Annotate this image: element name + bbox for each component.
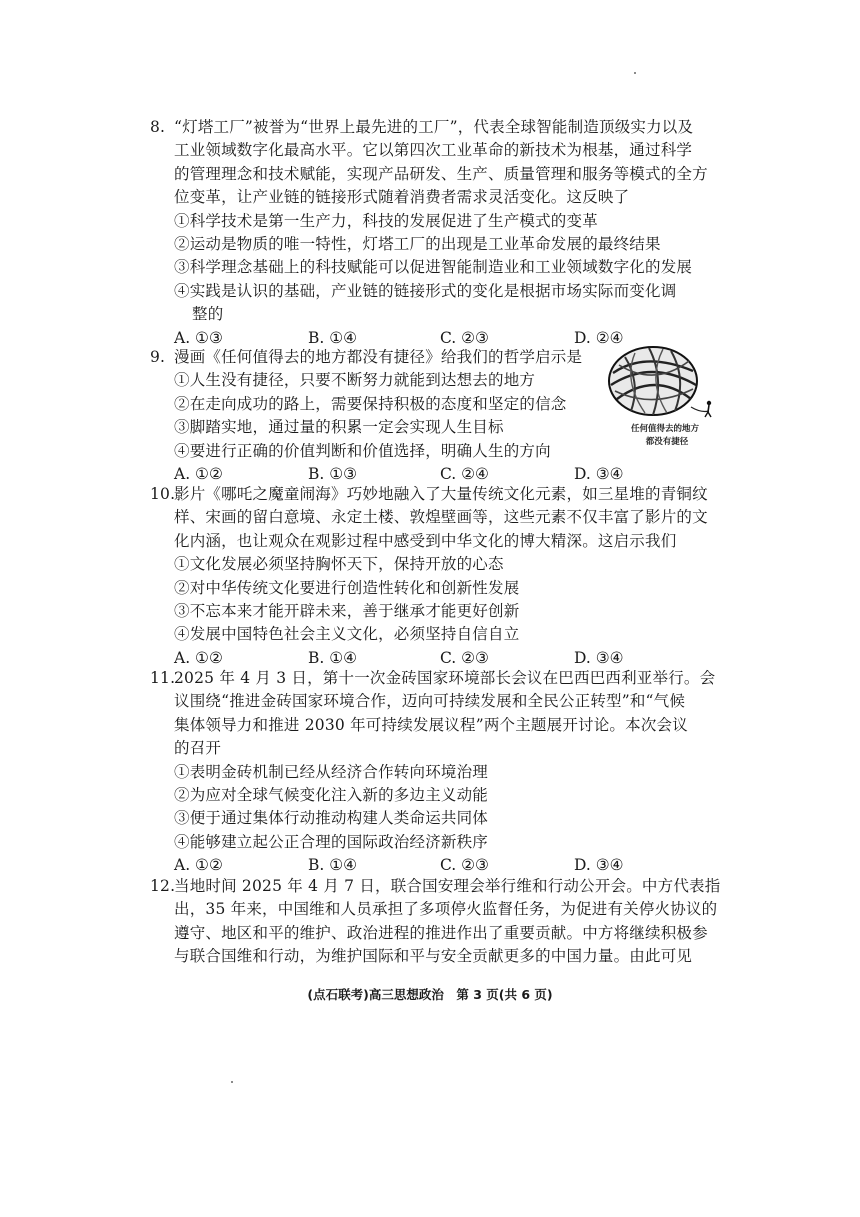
option-c: C. ②④ [440, 464, 489, 483]
option-a: A. ①③ [174, 328, 223, 347]
statement-item: ②运动是物质的唯一特性，灯塔工厂的出现是工业革命发展的最终结果 [174, 234, 661, 253]
question-number: 9. [150, 348, 166, 366]
question-stem-line: 11.2025 年 4 月 3 日，第十一次金砖国家环境部长会议在巴西巴西利亚举行。会 [150, 667, 722, 690]
question-stem-line: 工业领域数字化最高水平。它以第四次工业革命的新技术为根基，通过科学 [174, 141, 693, 160]
question-12 [150, 875, 722, 969]
cartoon-yarn-ball-image [605, 343, 720, 453]
statement-item: ④能够建立起公正合理的国际政治经济新秩序 [174, 832, 489, 851]
statement-item: ①科学技术是第一生产力，科技的发展促进了生产模式的变革 [174, 211, 598, 230]
statement-item: ①人生没有捷径，只要不断努力就能到达想去的地方 [174, 371, 536, 390]
statement-item: ②为应对全球气候变化注入新的多边主义动能 [174, 785, 489, 804]
question-stem-line: 议围绕“推进金砖国家环境合作，迈向可持续发展和全民公正转型”和“气候 [174, 692, 686, 711]
statement-item: ④实践是认识的基础，产业链的链接形式的变化是根据市场实际而变化调 [174, 281, 677, 300]
option-b: B. ①④ [308, 648, 358, 667]
walking-person-icon [691, 401, 711, 417]
question-stem-line: 与联合国维和行动，为维护国际和平与安全贡献更多的中国力量。由此可见 [174, 947, 693, 966]
statement-item: ④发展中国特色社会主义文化，必须坚持自信自立 [174, 625, 520, 644]
statement-item: ①文化发展必须坚持胸怀天下，保持开放的心态 [174, 555, 504, 574]
option-d: D. ③④ [574, 648, 624, 667]
question-stem-line: 化内涵，也让观众在观影过程中感受到中华文化的博大精深。这启示我们 [174, 531, 677, 550]
question-stem-line: 12.当地时间 2025 年 4 月 7 日，联合国安理会举行维和行动公开会。中方代表指 [150, 875, 722, 898]
statement-item: ③不忘本来才能开辟未来，善于继承才能更好创新 [174, 601, 520, 620]
scan-speck [231, 1081, 233, 1083]
scan-speck [634, 72, 636, 74]
question-10 [150, 483, 722, 670]
option-a: A. ①② [174, 648, 223, 667]
question-stem-line: 出，35 年来，中国维和人员承担了多项停火监督任务，为促进有关停火协议的 [174, 900, 718, 919]
statement-item: ②在走向成功的路上，需要保持积极的态度和坚定的信念 [174, 394, 567, 413]
option-b: B. ①④ [308, 328, 358, 347]
option-c: C. ②③ [440, 856, 489, 875]
question-stem-line: 10.影片《哪吒之魔童闹海》巧妙地融入了大量传统文化元素，如三星堆的青铜纹 [150, 483, 722, 506]
question-stem-line: 集体领导力和推进 2030 年可持续发展议程”两个主题展开讨论。本次会议 [174, 715, 688, 734]
question-stem-line: 8. “灯塔工厂”被誉为“世界上最先进的工厂”，代表全球智能制造顶级实力以及 [150, 116, 722, 139]
question-number: 11. [150, 669, 176, 687]
question-number: 12. [150, 877, 176, 895]
option-b: B. ①④ [308, 856, 358, 875]
question-stem-line: 的管理理念和技术赋能，实现产品研发、生产、质量管理和服务等模式的全方 [174, 164, 708, 183]
question-number: 8. [150, 118, 166, 136]
question-11 [150, 667, 722, 878]
question-8 [150, 116, 722, 350]
question-stem-line: 位变革，让产业链的链接形式随着消费者需求灵活变化。这反映了 [174, 188, 630, 207]
option-c: C. ②③ [440, 648, 489, 667]
option-a: A. ①② [174, 856, 223, 875]
cartoon-caption-line: 都没有捷径 [645, 437, 689, 447]
option-d: D. ②④ [574, 328, 624, 347]
answer-options [150, 854, 722, 877]
cartoon-caption-line: 任何值得去的地方 [630, 424, 700, 434]
question-stem-line: 样、宋画的留白意境、永定土楼、敦煌壁画等，这些元素不仅丰富了影片的文 [174, 508, 708, 527]
option-d: D. ③④ [574, 856, 624, 875]
statement-item: ③科学理念基础上的科技赋能可以促进智能制造业和工业领域数字化的发展 [174, 258, 693, 277]
yarn-ball-icon [609, 347, 697, 415]
statement-item: ④要进行正确的价值判断和价值选择，明确人生的方向 [174, 441, 551, 460]
statement-item: ③便于通过集体行动推动构建人类命运共同体 [174, 809, 489, 828]
option-b: B. ①③ [308, 464, 358, 483]
question-stem-line: 9. 漫画《任何值得去的地方都没有捷径》给我们的哲学启示是 [150, 346, 722, 369]
statement-item-continuation: 整的 [192, 305, 224, 324]
question-stem-line: 的召开 [174, 739, 222, 758]
page-footer: (点石联考)高三思想政治 第 3 页(共 6 页) [307, 987, 553, 1002]
statement-item: ①表明金砖机制已经从经济合作转向环境治理 [174, 762, 489, 781]
statement-item: ②对中华传统文化要进行创造性转化和创新性发展 [174, 578, 520, 597]
option-c: C. ②③ [440, 328, 489, 347]
option-a: A. ①② [174, 464, 223, 483]
question-stem-line: 遵守、地区和平的维护、政治进程的推进作出了重要贡献。中方将继续积极参 [174, 923, 708, 942]
option-d: D. ③④ [574, 464, 624, 483]
statement-item: ③脚踏实地，通过量的积累一定会实现人生目标 [174, 418, 504, 437]
question-number: 10. [150, 485, 176, 503]
